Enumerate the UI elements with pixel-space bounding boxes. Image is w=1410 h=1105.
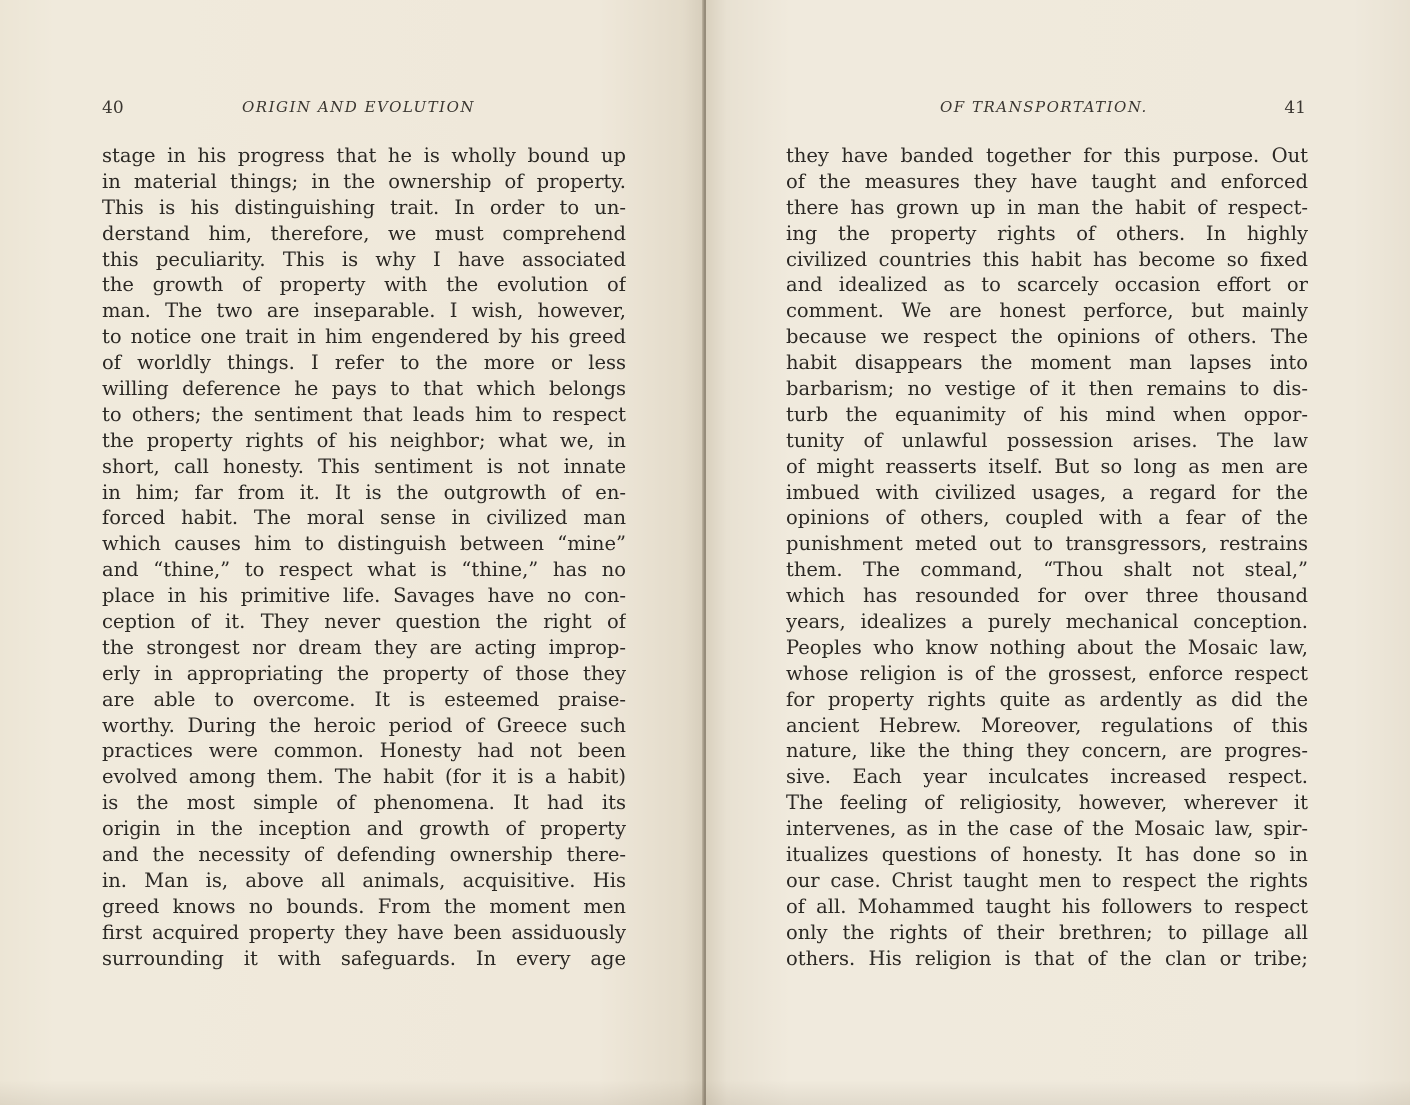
- left-body-text: [102, 143, 626, 972]
- right-running-title: OF TRANSPORTATION.: [940, 98, 1148, 116]
- text-line: evolved among them. The habit (for it is a habit): [102, 765, 626, 789]
- text-line: sive. Each year inculcates increased respect.: [786, 765, 1308, 789]
- text-line: The feeling of religiosity, however, wherever it: [786, 791, 1308, 815]
- text-line: forced habit. The moral sense in civilized man: [102, 506, 626, 530]
- text-line: man. The two are inseparable. I wish, however,: [102, 299, 626, 323]
- text-line: is the most simple of phenomena. It had its: [102, 791, 626, 815]
- text-line: imbued with civilized usages, a regard for the: [786, 480, 1308, 504]
- text-line: stage in his progress that he is wholly bound up: [102, 144, 626, 167]
- text-line: ancient Hebrew. Moreover, regulations of this: [786, 713, 1308, 737]
- text-line: are able to overcome. It is esteemed praise-: [102, 687, 626, 711]
- text-line: barbarism; no vestige of it then remains to dis-: [786, 377, 1308, 401]
- text-line: in. Man is, above all animals, acquisitive. His: [102, 868, 626, 892]
- text-line: surrounding it with safeguards. In every age: [102, 946, 626, 970]
- text-line: greed knows no bounds. From the moment men: [102, 894, 626, 918]
- text-line: the growth of property with the evolution of: [102, 273, 626, 297]
- right-page-number: 41: [1284, 98, 1306, 118]
- text-line: our case. Christ taught men to respect the rights: [786, 868, 1308, 892]
- text-line: and the necessity of defending ownership there-: [102, 843, 626, 867]
- text-line: of all. Mohammed taught his followers to respect: [786, 894, 1308, 918]
- text-line: in him; far from it. It is the outgrowth of en-: [102, 480, 626, 504]
- text-line: nature, like the thing they concern, are progres-: [786, 739, 1308, 763]
- text-line: there has grown up in man the habit of respect-: [786, 195, 1308, 219]
- text-line: to others; the sentiment that leads him to respect: [102, 402, 626, 426]
- right-body-text: [786, 143, 1308, 972]
- text-line: whose religion is of the grossest, enforce respect: [786, 661, 1308, 685]
- text-line: intervenes, as in the case of the Mosaic law, spir-: [786, 817, 1308, 841]
- text-line: civilized countries this habit has become so fixed: [786, 247, 1308, 271]
- left-running-head: [102, 98, 626, 122]
- text-line: opinions of others, coupled with a fear of the: [786, 506, 1308, 530]
- text-line: and idealized as to scarcely occasion effort or: [786, 273, 1308, 297]
- text-line: which has resounded for over three thousand: [786, 584, 1308, 608]
- text-line: and “thine,” to respect what is “thine,” has no: [102, 558, 626, 582]
- left-page: [0, 0, 704, 1105]
- text-line: them. The command, “Thou shalt not steal,”: [786, 558, 1308, 582]
- text-line: for property rights quite as ardently as did the: [786, 687, 1308, 711]
- text-line: turb the equanimity of his mind when oppor-: [786, 402, 1308, 426]
- text-line: of might reasserts itself. But so long as men are: [786, 454, 1308, 478]
- text-line: origin in the inception and growth of property: [102, 817, 626, 841]
- text-line: they have banded together for this purpose. Out: [786, 144, 1308, 167]
- page-bottom-shadow: [0, 1080, 1410, 1105]
- text-line: which causes him to distinguish between “mine”: [102, 532, 626, 556]
- text-line: of the measures they have taught and enforced: [786, 169, 1308, 193]
- text-line: punishment meted out to transgressors, restrains: [786, 532, 1308, 556]
- text-line: to notice one trait in him engendered by his greed: [102, 325, 626, 349]
- text-line: the property rights of his neighbor; what we, in: [102, 428, 626, 452]
- right-running-head: [786, 98, 1306, 122]
- text-line: place in his primitive life. Savages have no con-: [102, 584, 626, 608]
- text-line: worthy. During the heroic period of Greece such: [102, 713, 626, 737]
- text-line: others. His religion is that of the clan or tribe;: [786, 946, 1308, 970]
- left-running-title: ORIGIN AND EVOLUTION: [242, 98, 476, 116]
- text-line: the strongest nor dream they are acting improp-: [102, 635, 626, 659]
- text-line: ception of it. They never question the right of: [102, 610, 626, 634]
- text-line: itualizes questions of honesty. It has done so in: [786, 843, 1308, 867]
- text-line: because we respect the opinions of others. The: [786, 325, 1308, 349]
- text-line: ing the property rights of others. In highly: [786, 221, 1308, 245]
- text-line: of worldly things. I refer to the more or less: [102, 351, 626, 375]
- text-line: Peoples who know nothing about the Mosaic law,: [786, 635, 1308, 659]
- text-line: practices were common. Honesty had not been: [102, 739, 626, 763]
- text-line: tunity of unlawful possession arises. The law: [786, 428, 1308, 452]
- left-page-number: 40: [102, 98, 124, 118]
- text-line: derstand him, therefore, we must comprehend: [102, 221, 626, 245]
- text-line: habit disappears the moment man lapses into: [786, 351, 1308, 375]
- right-page: [706, 0, 1410, 1105]
- text-line: years, idealizes a purely mechanical conception.: [786, 610, 1308, 634]
- text-line: short, call honesty. This sentiment is not innate: [102, 454, 626, 478]
- text-line: only the rights of their brethren; to pillage all: [786, 920, 1308, 944]
- text-line: first acquired property they have been assiduously: [102, 920, 626, 944]
- text-line: comment. We are honest perforce, but mainly: [786, 299, 1308, 323]
- text-line: in material things; in the ownership of property.: [102, 169, 626, 193]
- text-line: This is his distinguishing trait. In order to un-: [102, 195, 626, 219]
- text-line: this peculiarity. This is why I have associated: [102, 247, 626, 271]
- text-line: willing deference he pays to that which belongs: [102, 377, 626, 401]
- text-line: erly in appropriating the property of those they: [102, 661, 626, 685]
